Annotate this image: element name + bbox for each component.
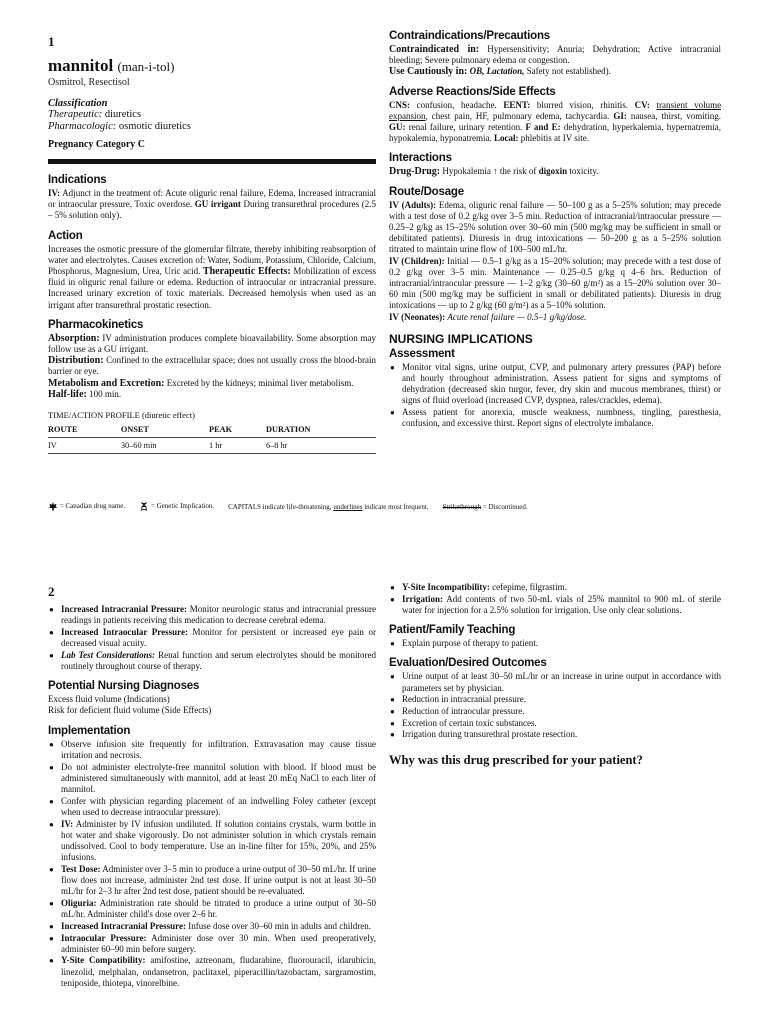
assessment-list [389, 362, 721, 430]
table-header: DURATION [266, 422, 376, 438]
left-column [48, 604, 376, 1024]
list-item: ● Intraocular Pressure: Administer dose over 30 min. When used preoperatively, administer 60–90 min before surgery. [48, 933, 376, 955]
dosage-adults: IV (Adults): Edema, oliguric renal failure — 50–100 g as a 5–25% solution; may precede with a test dose of 0.2 g/kg over 3–5 min. Reduction of intracranial/intraocular pressure — 0.25–2 g/kg as 15–25% solution over 30–60 min (500 mg/kg may be sufficient in small or debilitated patients). Diuresis in drug intoxications — 50–200 g as a 5–25% solution titrated to maintain urine flow of 100–500 mL/hr. [389, 199, 721, 255]
continued-list [48, 604, 376, 672]
classification-heading: Classification [48, 98, 108, 109]
implementation-list [48, 739, 376, 989]
metabolism-text: Metabolism and Excretion: Excreted by the kidneys; minimal liver metabolism. [48, 377, 354, 389]
list-item: ● Explain purpose of therapy to patient. [389, 638, 721, 649]
therapeutic-class: Therapeutic: diuretics [48, 109, 142, 120]
right-column [389, 30, 721, 498]
distribution-text: Distribution: Confined to the extracellular space; does not usually cross the blood-brain barrier or eye. [48, 355, 376, 377]
interactions-heading: Interactions [389, 152, 452, 165]
prescription-question: Why was this drug prescribed for your patient? [389, 752, 643, 767]
list-item: ● Assess patient for anorexia, muscle weakness, numbness, tingling, paresthesia, confusion, and excessive thirst. Report signs of electrolyte imbalance. [389, 407, 721, 429]
list-item: ● IV: Administer by IV infusion undiluted. If solution contains crystals, warm bottle in hot water and shake vigorously. Do not administer solution in which crystals remain undissolved. Cool to body temperature. Use an in-line filter for 15%, 20%, and 25% infusions. [48, 819, 376, 864]
list-item: ● Increased Intracranial Pressure: Monitor neurologic status and intracranial pressure readings in patients receiving this medication to decrease cerebral edema. [48, 604, 376, 626]
diagnoses-heading: Potential Nursing Diagnoses [48, 680, 200, 693]
right-column [389, 582, 721, 1002]
dna-icon [139, 502, 149, 511]
route-dosage-heading: Route/Dosage [389, 185, 464, 198]
adverse-text: CNS: confusion, headache. EENT: blurred vision, rhinitis. CV: transient volume expansion, chest pain, HF, pulmonary edema, tachycardia. GI: nausea, thirst, vomiting. GU: renal failure, urinary retention. F and E: dehydration, hyperkalemia, hypernatremia, hypokalemia, hyponatremia. Local: phlebitis at IV site. [389, 99, 721, 144]
continued-right-list [389, 582, 721, 616]
action-text: Increases the osmotic pressure of the glomerular filtrate, thereby inhibiting reabsorption of water and electrolytes. Causes excretion of: Water, Sodium, Potassium, Chloride, Calcium, Phosphorus, Magnesium, Urea, Uric acid. Therapeutic Effects: Mobilization of excess fluid in oliguric renal failure or edema. Reduction of intraocular or intracranial pressure. Increased urinary excretion of toxic materials. Decreased hemolysis when used as an irrigant after transurethral prostatic resection. [48, 243, 376, 310]
halflife-text: Half-life: 100 min. [48, 388, 122, 400]
list-item: ● Reduction of intraocular pressure. [389, 706, 721, 717]
list-item: ● Increased Intraocular Pressure: Monitor for persistent or increased eye pain or decreased visual acuity. [48, 627, 376, 649]
list-item: ● Excretion of certain toxic substances. [389, 718, 721, 729]
absorption-text: Absorption: IV administration produces complete bioavailability. Some absorption may follow use as a GU irrigant. [48, 332, 376, 355]
table-row [48, 438, 376, 454]
list-item: ● Monitor vital signs, urine output, CVP, and pulmonary artery pressures (PAP) before and hourly throughout administration. Assess patient for signs and symptoms of dehydration (decreased skin turgor, fever, dry skin and mucous membranes, thirst) or signs of fluid overload (increased CVP, dyspnea, rales/crackles, edema). [389, 362, 721, 407]
pharmacokinetics-heading: Pharmacokinetics [48, 318, 144, 331]
table-cell: IV [48, 438, 121, 454]
legend-canadian: = Canadian drug name. [48, 502, 125, 511]
pregnancy-category: Pregnancy Category C [48, 139, 146, 150]
table-cell: 30–60 min [121, 438, 209, 454]
list-item: ● Oliguria: Administration rate should be titrated to produce a urine output of 30–50 mL/hr. Administer child's dose over 2–6 hr. [48, 898, 376, 920]
list-item: ● Observe infusion site frequently for infiltration. Extravasation may cause tissue irritation and necrosis. [48, 739, 376, 761]
assessment-heading: Assessment [389, 347, 455, 360]
list-item: ● Y-Site Incompatibility: cefepime, filgrastim. [389, 582, 721, 593]
list-item: ● Test Dose: Administer over 3–5 min to produce a urine output of 30–50 mL/hr. If urine flow does not increase, administer 2nd test dose. If urine output is not at least 30–50 mL/hr for 2–3 hr after 2nd test dose, patient should be re-evaluated. [48, 864, 376, 898]
list-item: ● Lab Test Considerations: Renal function and serum electrolytes should be monitored routinely throughout course of therapy. [48, 650, 376, 672]
evaluation-list [389, 671, 721, 740]
time-action-title: TIME/ACTION PROFILE (diuretic effect) [48, 410, 195, 421]
list-item: ● Irrigation during transurethral prostate resection. [389, 729, 721, 740]
page-number: 1 [48, 34, 55, 49]
indications-heading: Indications [48, 174, 107, 186]
legend-genetic: = Genetic Implication. [139, 502, 214, 511]
diagnosis-item: Excess fluid volume (Indications) [48, 694, 170, 705]
maple-leaf-icon [48, 502, 58, 511]
time-action-table [48, 422, 376, 454]
left-column [48, 56, 376, 496]
table-header: PEAK [209, 422, 266, 438]
interactions-text: Drug-Drug: Hypokalemia ↑ the risk of digoxin toxicity. [389, 166, 599, 178]
adverse-heading: Adverse Reactions/Side Effects [389, 85, 556, 98]
drug-name: mannitol [48, 56, 114, 75]
list-item: ● Y-Site Compatibility: amifostine, aztreonam, fludarabine, fluorouracil, idarubicin, linezolid, melphalan, ondansetron, paclitaxel, piperacillin/tazobactam, sargramostim, teniposide, thiotepa, vinorelbine. [48, 955, 376, 989]
legend-capitals: CAPITALS indicate life-threatening, underlines indicate most frequent. [228, 502, 429, 511]
legend-strikethrough: Strikethrough = Discontinued. [442, 502, 528, 511]
contraindications-heading: Contraindications/Precautions [389, 30, 550, 42]
contraindicated-text: Contraindicated in: Hypersensitivity; Anuria; Dehydration; Active intracranial bleeding; Severe pulmonary edema or congestion. [389, 44, 721, 66]
divider-rule [48, 159, 376, 164]
list-item: ● Irrigation: Add contents of two 50-mL vials of 25% mannitol to 900 mL of sterile water for injection for a 2.5% solution for irrigation. Use only clear solutions. [389, 594, 721, 616]
drug-title [48, 56, 376, 76]
pronunciation: (man-i-tol) [117, 59, 175, 74]
list-item: ● Confer with physician regarding placement of an indwelling Foley catheter (except when used to decrease intraocular pressure). [48, 796, 376, 818]
indications-text: IV: Adjunct in the treatment of: Acute oliguric renal failure, Edema, Increased intracranial or intraocular pressure, Toxic overdose. GU irrigant During transurethral procedures (2.5 – 5% solution only). [48, 188, 376, 221]
page-number: 2 [48, 584, 55, 599]
pharmacologic-class: Pharmacologic: osmotic diuretics [48, 121, 191, 132]
list-item: ● Urine output of at least 30–50 mL/hr or an increase in urine output in accordance with parameters set by physician. [389, 671, 721, 693]
list-item: ● Increased Intracranial Pressure: Infuse dose over 30–60 min in adults and children. [48, 921, 376, 932]
table-cell: 6–8 hr [266, 438, 376, 454]
brand-names: Osmitrol, Resectisol [48, 77, 130, 88]
table-cell: 1 hr [209, 438, 266, 454]
evaluation-heading: Evaluation/Desired Outcomes [389, 657, 547, 670]
table-header: ONSET [121, 422, 209, 438]
list-item: ● Do not administer electrolyte-free mannitol solution with blood. If blood must be administered simultaneously with mannitol, add at least 20 mEq NaCl to each liter of mannitol. [48, 762, 376, 796]
teaching-list [389, 638, 721, 649]
dosage-neonates: IV (Neonates): Acute renal failure — 0.5–1 g/kg/dose. [389, 311, 587, 322]
legend [48, 502, 720, 511]
page-2 [0, 578, 768, 1024]
list-item: ● Reduction in intracranial pressure. [389, 694, 721, 705]
dosage-children: IV (Children): Initial — 0.5–1 g/kg as a 15–20% solution; may precede with a test dose of 0.2 g/kg over 3–5 min. Maintenance — 0.25–0.5 g/kg q 4–6 hrs. Reduction of intracranial/intraocular pressure — 1–2 g/kg (30–60 g/m²) as a 15–20% solution over 30–60 min (500 mg/kg may be sufficient in small or debilitated patients). Diuresis in drug intoxications — up to 2 g/kg (60 g/m²) as a 5–10% solution. [389, 255, 721, 311]
teaching-heading: Patient/Family Teaching [389, 624, 516, 637]
cautious-text: Use Cautiously in: OB, Lactation, Safety not established). [389, 66, 611, 78]
diagnosis-item: Risk for deficient fluid volume (Side Effects) [48, 705, 212, 716]
nursing-implications-heading: NURSING IMPLICATIONS [389, 331, 533, 346]
action-heading: Action [48, 229, 83, 242]
implementation-heading: Implementation [48, 724, 131, 737]
table-header: ROUTE [48, 422, 121, 438]
